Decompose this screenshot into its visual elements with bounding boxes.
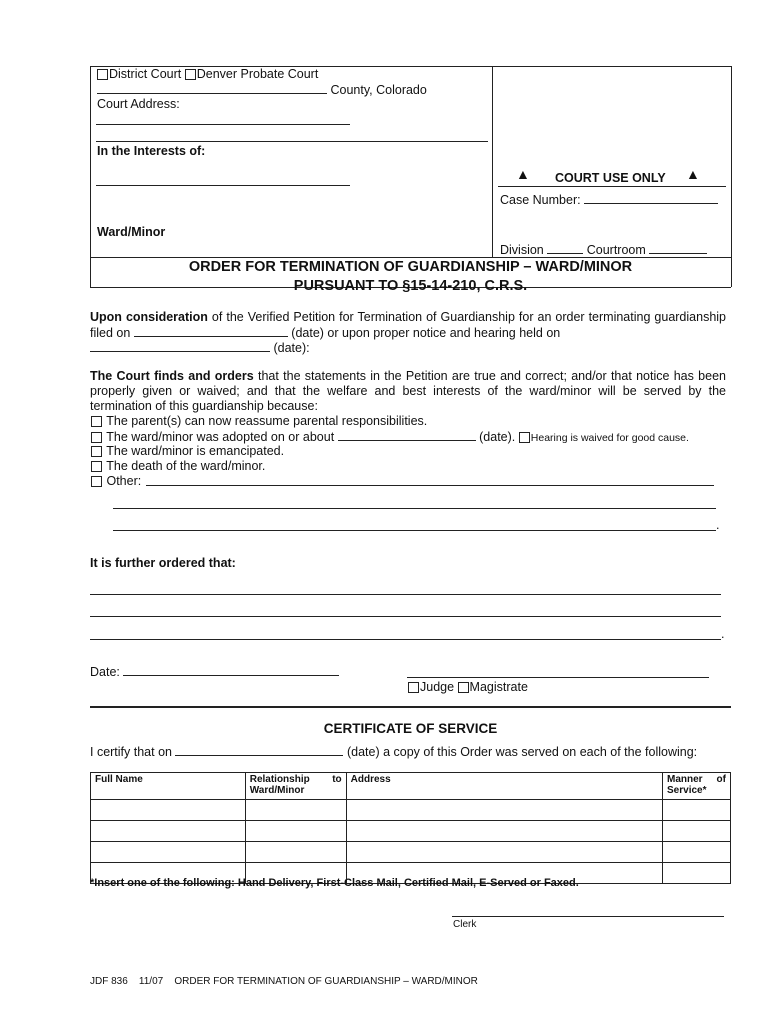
upon-bold: Upon consideration <box>90 310 208 324</box>
further-order-line-1[interactable] <box>90 594 721 595</box>
document-title <box>90 259 731 294</box>
judge-magistrate-row <box>408 680 528 694</box>
certify-text-a: I certify that on <box>90 745 172 759</box>
other-reason-line-2[interactable] <box>113 508 716 509</box>
denver-probate-checkbox[interactable] <box>185 69 196 80</box>
district-court-label: District Court <box>109 67 182 81</box>
reason-option-5 <box>91 474 141 488</box>
district-court-checkbox[interactable] <box>97 69 108 80</box>
division-field[interactable] <box>547 242 583 254</box>
magistrate-label: Magistrate <box>469 680 528 694</box>
ward-name-field[interactable] <box>96 185 350 186</box>
service-footnote: *Insert one of the following: Hand Delivery, First-Class Mail, Certified Mail, E-Served or Faxed. <box>90 877 579 889</box>
clerk-signature-line[interactable] <box>452 916 724 917</box>
reason-1-label: The parent(s) can now reassume parental responsibilities. <box>106 414 428 428</box>
form-number: JDF 836 <box>90 976 128 987</box>
upon-text-1: of the Verified Petition for Termination of Guardianship for an order terminating guardianship filed on <box>90 310 726 340</box>
county-label: County, Colorado <box>330 83 427 97</box>
magistrate-checkbox[interactable] <box>458 682 469 693</box>
table-row <box>91 800 731 821</box>
county-row <box>97 82 427 97</box>
reason-5-checkbox[interactable] <box>91 476 102 487</box>
col-relationship: Relationship to Ward/Minor <box>245 773 346 800</box>
finds-text: that the statements in the Petition are true and correct; and/or that notice has been properly given or waived; and that the welfare and best interests of the ward/minor will be served by the termination of this guardianship because: <box>90 369 726 413</box>
further-order-line-2[interactable] <box>90 616 721 617</box>
upon-consideration-paragraph <box>90 310 726 341</box>
hearing-date-field[interactable] <box>90 340 270 352</box>
case-number-field[interactable] <box>584 192 718 204</box>
col-full-name: Full Name <box>91 773 246 800</box>
reason-3-checkbox[interactable] <box>91 446 102 457</box>
service-date-field[interactable] <box>175 744 343 756</box>
hearing-date-row <box>90 340 310 355</box>
case-number-label: Case Number: <box>500 193 581 207</box>
reason-option-3 <box>91 444 284 458</box>
case-number-row <box>500 192 718 207</box>
table-row <box>91 842 731 863</box>
adoption-date-field[interactable] <box>338 429 476 441</box>
hearing-waived-checkbox[interactable] <box>519 432 530 443</box>
reason-4-checkbox[interactable] <box>91 461 102 472</box>
reason-2-date-label: (date). <box>479 430 516 444</box>
upon-text-2: (date) or upon proper notice and hearing held on <box>291 326 561 340</box>
court-address-label: Court Address: <box>97 97 180 111</box>
date-row <box>90 664 339 679</box>
court-address-field[interactable] <box>96 124 350 125</box>
page-footer <box>90 976 478 987</box>
further-ordered-label: It is further ordered that: <box>90 556 236 570</box>
courtroom-label: Courtroom <box>586 243 646 257</box>
judge-checkbox[interactable] <box>408 682 419 693</box>
reason-option-4 <box>91 459 265 473</box>
period-mark: . <box>721 627 725 641</box>
col-manner: Manner of Service* <box>663 773 731 800</box>
hearing-date-label: (date): <box>273 341 310 355</box>
interests-label: In the Interests of: <box>97 144 206 158</box>
period-mark: . <box>716 518 720 532</box>
reason-2-label: The ward/minor was adopted on or about <box>106 430 335 444</box>
county-field[interactable] <box>97 82 327 94</box>
title-line-2: PURSUANT TO §15-14-210, C.R.S. <box>293 278 528 294</box>
reason-3-label: The ward/minor is emancipated. <box>106 444 285 458</box>
order-date-field[interactable] <box>123 664 339 676</box>
court-use-only-label: COURT USE ONLY <box>555 171 666 185</box>
petition-filed-date-field[interactable] <box>134 325 288 337</box>
table-header-row <box>91 773 731 800</box>
reason-1-checkbox[interactable] <box>91 416 102 427</box>
title-line-1: ORDER FOR TERMINATION OF GUARDIANSHIP – WARD/MINOR <box>188 259 633 275</box>
signature-line[interactable] <box>407 677 709 678</box>
hearing-waived-label: Hearing is waived for good cause. <box>530 432 689 444</box>
service-table <box>90 772 731 884</box>
col-address: Address <box>346 773 662 800</box>
other-reason-line-3[interactable] <box>113 530 716 531</box>
date-label: Date: <box>90 665 120 679</box>
up-arrow-icon: ▲ <box>686 166 700 182</box>
table-row <box>91 821 731 842</box>
reason-option-1 <box>91 414 427 428</box>
section-divider <box>90 706 731 708</box>
ward-minor-label: Ward/Minor <box>97 225 166 239</box>
reason-5-label: Other: <box>106 474 142 488</box>
clerk-label: Clerk <box>453 919 477 930</box>
form-revision: 11/07 <box>138 976 164 987</box>
reason-2-checkbox[interactable] <box>91 432 102 443</box>
further-order-line-3[interactable] <box>90 639 721 640</box>
court-finds-paragraph <box>90 369 726 414</box>
certify-text-b: (date) a copy of this Order was served on each of the following: <box>346 745 698 759</box>
certify-row <box>90 744 697 759</box>
judge-label: Judge <box>420 680 455 694</box>
courtroom-field[interactable] <box>649 242 707 254</box>
denver-probate-label: Denver Probate Court <box>196 67 319 81</box>
footer-title: ORDER FOR TERMINATION OF GUARDIANSHIP – WARD/MINOR <box>174 976 478 987</box>
reason-option-2 <box>91 429 689 444</box>
finds-bold: The Court finds and orders <box>90 369 254 383</box>
reason-4-label: The death of the ward/minor. <box>106 459 266 473</box>
certificate-heading: CERTIFICATE OF SERVICE <box>323 721 498 736</box>
other-reason-line-1[interactable] <box>146 485 714 486</box>
court-type-row <box>97 67 318 81</box>
division-row <box>500 242 707 257</box>
up-arrow-icon: ▲ <box>516 166 530 182</box>
division-label: Division <box>500 243 544 257</box>
